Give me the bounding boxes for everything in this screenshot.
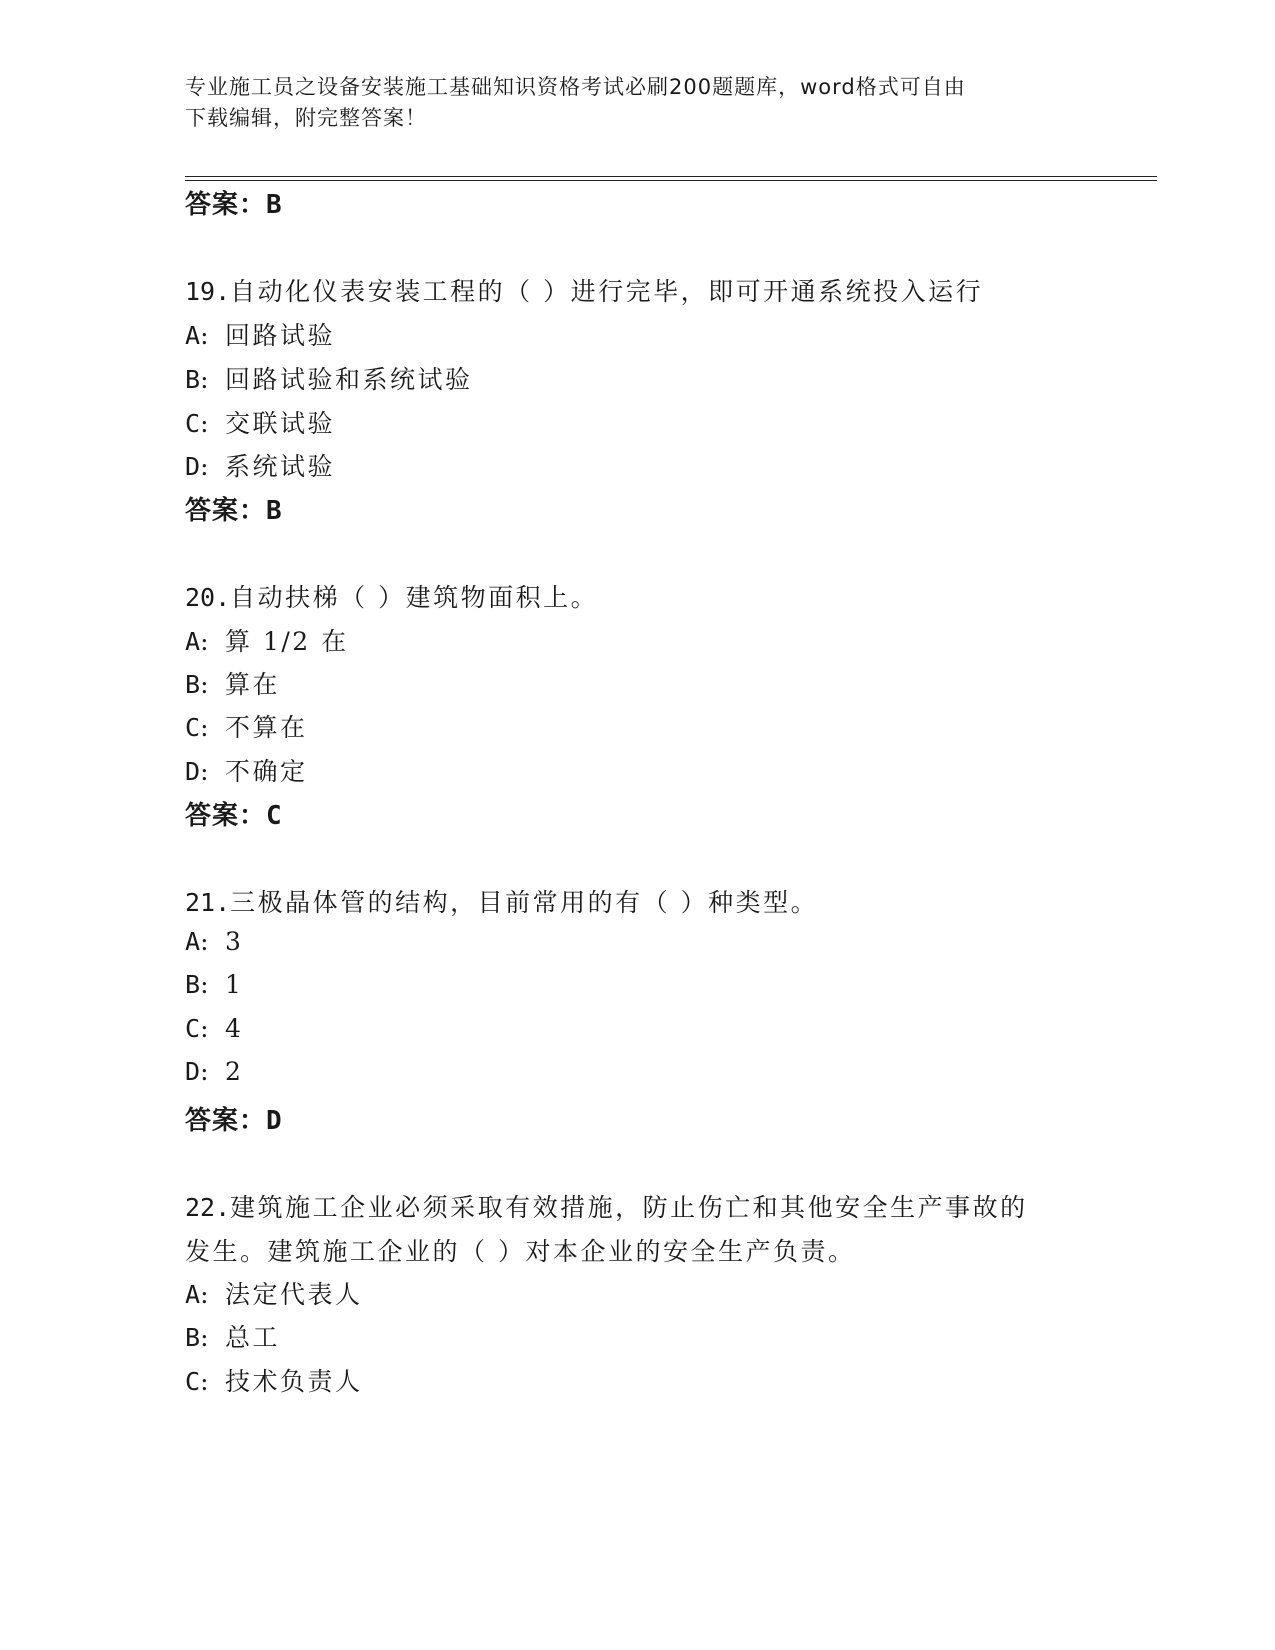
question-text: 自动化仪表安装工程的（ ）进行完毕，即可开通系统投入运行 — [230, 277, 984, 306]
option-b: B: 回路试验和系统试验 — [185, 365, 473, 394]
option-letter: A — [185, 1280, 201, 1309]
option-text: 4 — [225, 1014, 244, 1043]
option-text: 系统试验 — [225, 452, 336, 481]
option-text: 算在 — [225, 670, 281, 699]
option-b: B: 算在 — [185, 670, 281, 699]
option-letter: B — [185, 365, 201, 394]
answer-line — [185, 184, 283, 221]
option-letter: A — [185, 627, 201, 656]
option-text: 3 — [225, 927, 244, 956]
answer-line — [185, 490, 283, 527]
option-text: 总工 — [225, 1323, 281, 1352]
option-letter: B — [185, 970, 201, 999]
question-text: 三极晶体管的结构，目前常用的有（ ）种类型。 — [230, 888, 819, 917]
option-text: 技术负责人 — [225, 1367, 363, 1396]
option-letter: A — [185, 927, 201, 956]
question-number: 19. — [185, 277, 231, 306]
option-b: B: 1 — [185, 970, 244, 999]
option-b: B: 总工 — [185, 1323, 281, 1352]
question-text-line-1: 建筑施工企业必须采取有效措施，防止伤亡和其他安全生产事故的 — [230, 1193, 1028, 1222]
option-a: A: 算 1/2 在 — [185, 627, 349, 656]
option-letter: C — [185, 713, 201, 742]
header-line-1: 专业施工员之设备安装施工基础知识资格考试必刷200题题库，word格式可自由 — [185, 75, 966, 99]
option-text: 不确定 — [225, 757, 308, 786]
option-d: D: 2 — [185, 1057, 244, 1086]
answer-value: B — [266, 496, 283, 526]
question-number: 21. — [185, 888, 231, 917]
option-letter: B — [185, 670, 201, 699]
option-c: C: 技术负责人 — [185, 1367, 363, 1396]
question-stem-continued — [185, 1232, 855, 1268]
question-text: 自动扶梯（ ）建筑物面积上。 — [230, 583, 599, 612]
answer-value: B — [266, 190, 283, 220]
option-text: 回路试验和系统试验 — [225, 365, 473, 394]
option-text: 回路试验 — [225, 321, 336, 350]
answer-value: D — [266, 1106, 283, 1136]
option-a: A: 3 — [185, 927, 244, 956]
answer-label: 答案： — [185, 496, 267, 526]
question-number: 20. — [185, 583, 231, 612]
option-d: D: 系统试验 — [185, 452, 336, 481]
option-letter: D — [185, 452, 201, 481]
option-c: C: 4 — [185, 1014, 244, 1043]
option-letter: C — [185, 1367, 201, 1396]
question-stem — [185, 578, 598, 614]
answer-line — [185, 795, 283, 832]
option-letter: B — [185, 1323, 201, 1352]
option-text: 交联试验 — [225, 409, 336, 438]
option-letter: A — [185, 321, 201, 350]
document-header — [185, 72, 1065, 134]
header-line-2: 下载编辑，附完整答案！ — [185, 106, 427, 130]
question-text-line-2: 发生。建筑施工企业的（ ）对本企业的安全生产负责。 — [185, 1237, 856, 1266]
option-a: A: 回路试验 — [185, 321, 336, 350]
question-number: 22. — [185, 1193, 231, 1222]
answer-label: 答案： — [185, 190, 267, 220]
answer-line — [185, 1100, 283, 1137]
option-text: 算 1/2 在 — [225, 627, 349, 656]
option-c: C: 不算在 — [185, 713, 308, 742]
option-letter: D — [185, 1057, 201, 1086]
option-letter: D — [185, 757, 201, 786]
option-d: D: 不确定 — [185, 757, 308, 786]
question-stem — [185, 883, 818, 919]
option-a: A: 法定代表人 — [185, 1280, 363, 1309]
answer-label: 答案： — [185, 801, 267, 831]
option-text: 法定代表人 — [225, 1280, 363, 1309]
option-text: 1 — [225, 970, 244, 999]
question-stem — [185, 272, 983, 308]
option-text: 不算在 — [225, 713, 308, 742]
option-text: 2 — [225, 1057, 244, 1086]
question-stem — [185, 1188, 1028, 1224]
header-divider — [185, 176, 1157, 181]
option-letter: C — [185, 1014, 201, 1043]
answer-label: 答案： — [185, 1106, 267, 1136]
answer-value: C — [266, 801, 283, 831]
option-c: C: 交联试验 — [185, 409, 336, 438]
option-letter: C — [185, 409, 201, 438]
